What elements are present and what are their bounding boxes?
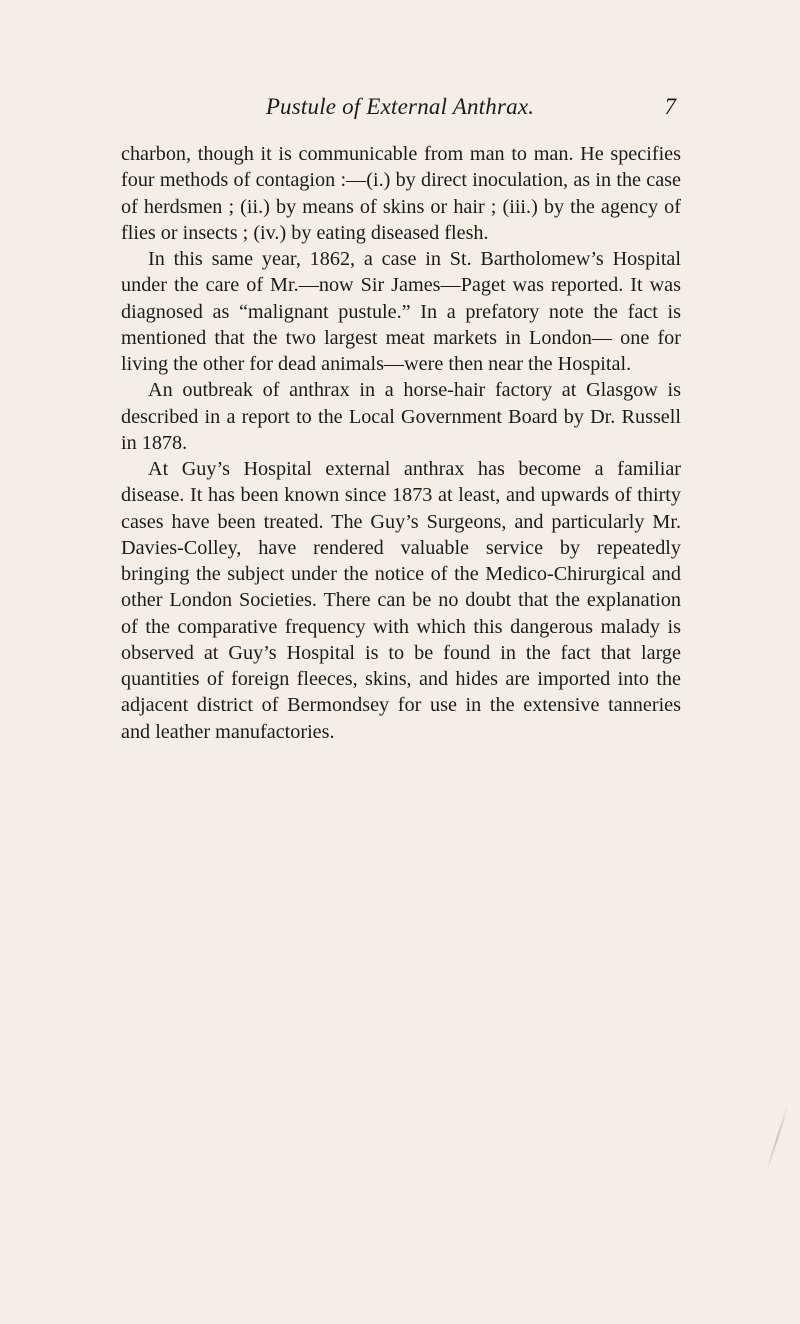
paragraph: An outbreak of anthrax in a horse-hair factory at Glasgow is described in a report to the Local Government Board by Dr. Russell in 1878. [121,379,681,454]
body-text [121,141,681,745]
paragraph: charbon, though it is communicable from man to man. He specifies four methods of contagion :—(i.) by direct inoculation, as in the case of herdsmen ; (ii.) by means of skins or hair ; (iii.) by the agency of flies or insects ; (iv.) by eating diseased flesh. [121,143,681,244]
page-number: 7 [664,94,676,119]
paragraph: In this same year, 1862, a case in St. Bartholomew’s Hospital under the care of Mr.—now Sir James—Paget was reported. It was diagnosed as “malignant pustule.” In a prefatory note the fact is mentioned that the two largest meat markets in London— one for living the other for dead animals—were then near the Hospital. [121,248,681,375]
paragraph: At Guy’s Hospital external anthrax has become a familiar disease. It has been known since 1873 at least, and upwards of thirty cases have been treated. The Guy’s Surgeons, and particularly Mr. Davies-Colley, have rendered valuable service by repeatedly bringing the subject under the notice of the Medico-Chirurgical and other London Societies. There can be no doubt that the explanation of the comparative frequency with which this dangerous malady is observed at Guy’s Hospital is to be found in the fact that large quantities of foreign fleeces, skins, and hides are imported into the adjacent district of Bermondsey for use in the extensive tanneries and leather manufactories. [121,458,681,743]
paper-crease-mark [765,1105,789,1172]
running-title: Pustule of External Anthrax. [265,94,535,119]
page-header [120,94,680,124]
